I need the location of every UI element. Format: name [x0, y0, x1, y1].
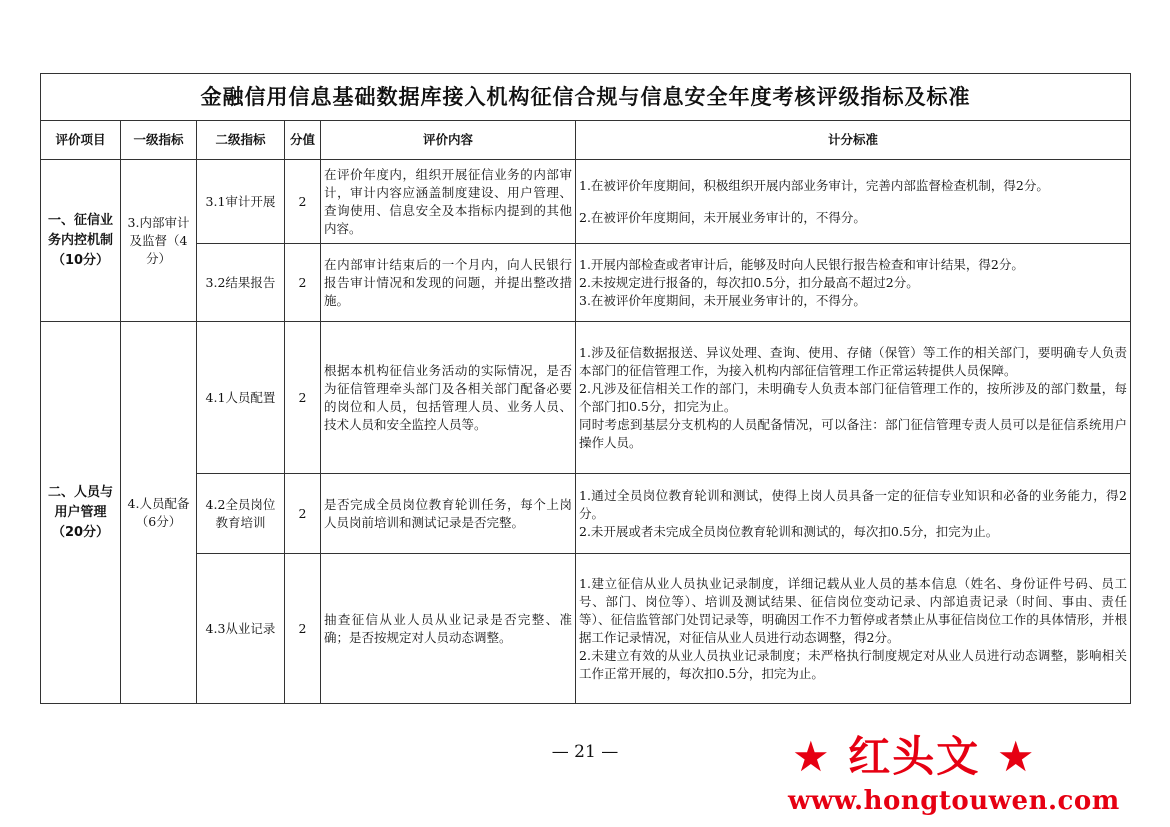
- score-cell: 2: [285, 554, 321, 704]
- standard-line: 2.凡涉及征信相关工作的部门，未明确专人负责本部门征信管理工作的，按所涉及的部门数量，每个部门扣0.5分，扣完为止。: [579, 380, 1127, 414]
- assessment-table: [40, 73, 1131, 704]
- standard-line: 同时考虑到基层分支机构的人员配备情况，可以备注：部门征信管理专责人员可以是征信系统用户操作人员。: [579, 416, 1127, 450]
- header-level2: 二级指标: [197, 121, 285, 160]
- content-cell: 根据本机构征信业务活动的实际情况，是否为征信管理牵头部门及各相关部门配备必要的岗位和人员，包括管理人员、业务人员、技术人员和安全监控人员等。: [321, 322, 576, 474]
- standard-cell: [576, 244, 1131, 322]
- table-row: [41, 554, 1131, 704]
- standard-line: 2.在被评价年度期间，未开展业务审计的，不得分。: [579, 209, 866, 225]
- level2-cell: 3.2结果报告: [197, 244, 285, 322]
- content-cell: 在评价年度内，组织开展征信业务的内部审计，审计内容应涵盖制度建设、用户管理、查询使用、信息安全及本指标内提到的其他内容。: [321, 160, 576, 244]
- watermark: [780, 716, 1170, 827]
- level1-cell: 3.内部审计及监督（4分）: [121, 160, 197, 322]
- standard-line: 2.未按规定进行报备的，每次扣0.5分，扣分最高不超过2分。: [579, 274, 919, 290]
- standard-cell: [576, 554, 1131, 704]
- project-cell: 二、人员与用户管理（20分）: [41, 322, 121, 704]
- watermark-url: www.hongtouwen.com: [788, 786, 1120, 816]
- table-row: [41, 322, 1131, 474]
- table-row: [41, 160, 1131, 244]
- header-score: 分值: [285, 121, 321, 160]
- standard-line: 3.在被评价年度期间，未开展业务审计的，不得分。: [579, 292, 866, 308]
- table-title-row: [41, 74, 1131, 121]
- standard-line: 1.在被评价年度期间，积极组织开展内部业务审计，完善内部监督检查机制，得2分。: [579, 177, 1049, 193]
- standard-line: 2.未开展或者未完成全员岗位教育轮训和测试的，每次扣0.5分，扣完为止。: [579, 523, 999, 539]
- header-project: 评价项目: [41, 121, 121, 160]
- level2-cell: 4.1人员配置: [197, 322, 285, 474]
- table-row: [41, 244, 1131, 322]
- header-row: [41, 121, 1131, 160]
- score-cell: 2: [285, 322, 321, 474]
- page-number: — 21 —: [551, 742, 619, 762]
- standard-line: 1.通过全员岗位教育轮训和测试，使得上岗人员具备一定的征信专业知识和必备的业务能力，得2分。: [579, 487, 1127, 521]
- level2-cell: 4.2全员岗位教育培训: [197, 474, 285, 554]
- table-row: [41, 474, 1131, 554]
- score-cell: 2: [285, 160, 321, 244]
- score-cell: 2: [285, 244, 321, 322]
- standard-cell: [576, 474, 1131, 554]
- standard-cell: [576, 322, 1131, 474]
- content-cell: 抽查征信从业人员从业记录是否完整、准确；是否按规定对人员动态调整。: [321, 554, 576, 704]
- content-cell: 是否完成全员岗位教育轮训任务，每个上岗人员岗前培训和测试记录是否完整。: [321, 474, 576, 554]
- header-level1: 一级指标: [121, 121, 197, 160]
- standard-line: 1.涉及征信数据报送、异议处理、查询、使用、存储（保管）等工作的相关部门，要明确专人负责本部门的征信管理工作，为接入机构内部征信管理工作正常运转提供人员保障。: [579, 344, 1127, 378]
- header-standard: 计分标准: [576, 121, 1131, 160]
- standard-line: 2.未建立有效的从业人员执业记录制度；未严格执行制度规定对从业人员进行动态调整，影响相关工作正常开展的，每次扣0.5分，扣完为止。: [579, 647, 1127, 681]
- header-content: 评价内容: [321, 121, 576, 160]
- level2-cell: 4.3从业记录: [197, 554, 285, 704]
- project-cell: 一、征信业务内控机制（10分）: [41, 160, 121, 322]
- standard-cell: [576, 160, 1131, 244]
- standard-line: 1.开展内部检查或者审计后，能够及时向人民银行报告检查和审计结果，得2分。: [579, 256, 1024, 272]
- standard-line: 1.建立征信从业人员执业记录制度，详细记载从业人员的基本信息（姓名、身份证件号码、员工号、部门、岗位等）、培训及测试结果、征信岗位变动记录、内部追责记录（时间、事由、责任等）、征信监管部门处罚记录等，明确因工作不力暂停或者禁止从事征信岗位工作的具体情形，并根据工作记录情况，对征信从业人员进行动态调整，得2分。: [579, 575, 1127, 645]
- document-title: 金融信用信息基础数据库接入机构征信合规与信息安全年度考核评级指标及标准: [41, 74, 1131, 121]
- level1-cell: 4.人员配备（6分）: [121, 322, 197, 704]
- level2-cell: 3.1审计开展: [197, 160, 285, 244]
- score-cell: 2: [285, 474, 321, 554]
- content-cell: 在内部审计结束后的一个月内，向人民银行报告审计情况和发现的问题，并提出整改措施。: [321, 244, 576, 322]
- watermark-label: ★ 红头文 ★: [792, 732, 1037, 781]
